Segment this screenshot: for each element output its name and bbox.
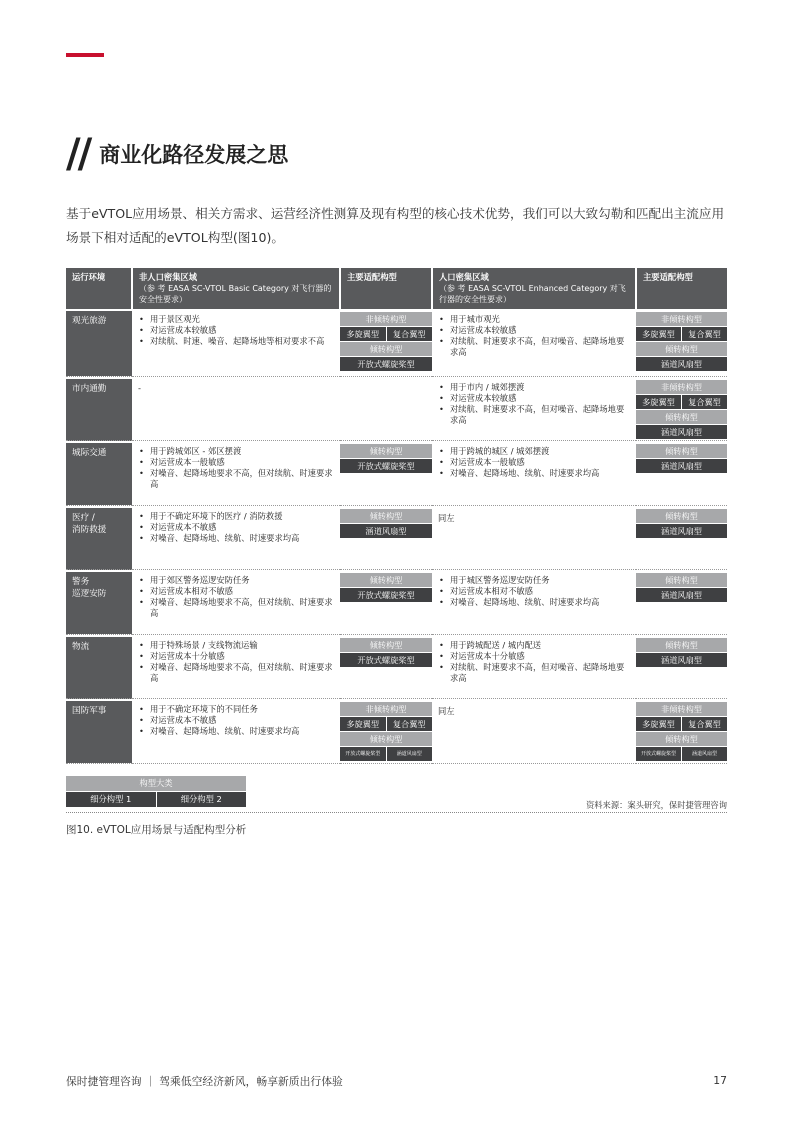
sparse-desc-cell	[132, 379, 340, 441]
config-sub: 涵道风扇型	[682, 747, 727, 761]
config-category: 倾转构型	[636, 573, 727, 587]
config-category: 非倾转构型	[340, 312, 432, 326]
config-cell-1	[340, 379, 432, 441]
config-stack	[340, 311, 432, 371]
legend-category: 构型大类	[66, 776, 246, 791]
bullet-item: • 对运营成本一般敏感	[150, 457, 336, 468]
source-note: 资料来源：案头研究，保时捷管理咨询	[585, 800, 727, 810]
sparse-dash: -	[138, 382, 141, 393]
bullet-item: • 用于城市观光	[450, 314, 632, 325]
env-label: 市内通勤	[72, 383, 107, 394]
config-stack	[340, 572, 432, 602]
config-stack	[636, 572, 727, 602]
dense-desc-cell	[432, 701, 636, 763]
config-stack	[636, 508, 727, 538]
config-cell-2	[636, 701, 727, 763]
bullet-item: • 用于跨城配送 / 城内配送	[450, 640, 632, 651]
config-category: 倾转构型	[636, 509, 727, 523]
bullet-item: • 对续航、时速要求不高，但对噪音、起降场地要求高	[450, 404, 632, 426]
page-number: 17	[713, 1074, 727, 1087]
bullet-list	[432, 572, 636, 608]
config-stack	[636, 443, 727, 473]
bullet-item: • 对噪音、起降场地要求不高，但对续航、时速要求高	[150, 468, 336, 490]
config-category: 倾转构型	[340, 342, 432, 356]
accent-bar	[66, 53, 104, 57]
config-stack	[340, 508, 432, 538]
config-category: 倾转构型	[636, 444, 727, 458]
sparse-desc-cell	[132, 311, 340, 376]
bullet-list	[132, 508, 340, 544]
env-label: 物流	[72, 641, 90, 652]
header-config-1: 主要适配构型	[340, 268, 432, 309]
config-stack	[340, 637, 432, 667]
bullet-list	[132, 311, 340, 347]
config-sub: 开放式螺旋桨型	[340, 747, 386, 761]
bullet-item: • 对运营成本较敏感	[450, 325, 632, 336]
config-sub: 开放式螺旋桨型	[636, 747, 681, 761]
config-sub: 多旋翼型	[340, 717, 386, 731]
config-sub-row	[636, 717, 727, 731]
config-category: 倾转构型	[340, 638, 432, 652]
bullet-item: • 对噪音、起降场地、续航、时速要求均高	[150, 533, 336, 544]
config-category: 倾转构型	[340, 573, 432, 587]
config-category: 倾转构型	[636, 638, 727, 652]
bullet-list	[132, 572, 340, 619]
config-sub: 复合翼型	[387, 717, 433, 731]
config-category: 倾转构型	[340, 509, 432, 523]
config-stack	[340, 701, 432, 761]
bullet-list	[432, 443, 636, 479]
config-stack	[636, 311, 727, 371]
env-cell	[66, 311, 132, 376]
dense-desc-cell	[432, 443, 636, 505]
config-stack	[340, 443, 432, 473]
env-cell	[66, 637, 132, 699]
config-sub: 涵道风扇型	[636, 459, 727, 473]
env-cell	[66, 508, 132, 570]
config-sub-row	[340, 717, 432, 731]
bullet-item: • 对噪音、起降场地、续航、时速要求均高	[150, 726, 336, 737]
env-label: 观光旅游	[72, 316, 107, 326]
table-row	[66, 379, 727, 441]
config-sub: 多旋翼型	[636, 717, 681, 731]
config-sub: 涵道风扇型	[636, 588, 727, 602]
header-sparse-sub: （参 考 EASA SC-VTOL Basic Category 对飞行器的安全性要求）	[139, 284, 332, 304]
bullet-item: • 对续航、时速要求不高，但对噪音、起降场地要求高	[450, 662, 632, 684]
config-sub-row	[636, 747, 727, 761]
config-sub: 复合翼型	[682, 327, 727, 341]
table-header-row	[66, 268, 727, 309]
dense-same: 同左	[438, 706, 455, 716]
header-config-2: 主要适配构型	[636, 268, 727, 309]
header-dense-sub: （参 考 EASA SC-VTOL Enhanced Category 对飞行器的安全性要求）	[439, 284, 626, 304]
config-category: 非倾转构型	[636, 702, 727, 716]
sparse-desc-cell	[132, 443, 340, 505]
config-category: 非倾转构型	[636, 380, 727, 394]
bullet-item: • 对运营成本不敏感	[150, 715, 336, 726]
bullet-item: • 用于景区观光	[150, 314, 336, 325]
bullet-list	[432, 311, 636, 358]
header-dense-title: 人口密集区域	[439, 272, 489, 282]
table-row	[66, 701, 727, 763]
config-sub: 复合翼型	[387, 327, 433, 341]
bullet-list	[132, 443, 340, 490]
bullet-item: • 用于城区警务巡逻安防任务	[450, 575, 632, 586]
sparse-desc-cell	[132, 637, 340, 699]
config-sub: 涵道风扇型	[340, 524, 432, 538]
legend-sub-2: 细分构型 2	[157, 792, 247, 807]
env-cell	[66, 572, 132, 634]
config-sub-row	[340, 327, 432, 341]
config-sub: 开放式螺旋桨型	[340, 653, 432, 667]
config-sub: 涵道风扇型	[636, 524, 727, 538]
header-sparse	[132, 268, 340, 309]
bullet-item: • 用于特殊场景 / 支线物流运输	[150, 640, 336, 651]
config-cell-1	[340, 508, 432, 570]
config-stack	[636, 701, 727, 761]
bullet-list	[432, 379, 636, 426]
bullet-list	[432, 637, 636, 684]
config-sub: 开放式螺旋桨型	[340, 588, 432, 602]
bullet-item: • 对运营成本相对不敏感	[450, 586, 632, 597]
env-label: 医疗 / 消防救援	[72, 512, 107, 535]
config-sub: 涵道风扇型	[636, 357, 727, 371]
table-row	[66, 637, 727, 699]
config-sub: 多旋翼型	[340, 327, 386, 341]
intro-paragraph: 基于eVTOL应用场景、相关方需求、运营经济性测算及现有构型的核心技术优势，我们可以大致勾勒和匹配出主流应用场景下相对适配的eVTOL构型(图10)。	[66, 206, 725, 245]
config-category: 非倾转构型	[636, 312, 727, 326]
slash-mark: //	[66, 131, 90, 177]
config-sub: 复合翼型	[682, 395, 727, 409]
section-title: 商业化路径发展之思	[99, 143, 289, 167]
table-row	[66, 311, 727, 376]
config-sub: 复合翼型	[682, 717, 727, 731]
figure-caption: 图10. eVTOL应用场景与适配构型分析	[66, 824, 247, 836]
config-category: 非倾转构型	[340, 702, 432, 716]
config-sub: 开放式螺旋桨型	[340, 357, 432, 371]
bullet-list	[132, 701, 340, 737]
bullet-item: • 对噪音、起降场地要求不高，但对续航、时速要求高	[150, 662, 336, 684]
dense-desc-cell	[432, 572, 636, 634]
sparse-desc-cell	[132, 701, 340, 763]
table-body	[66, 268, 727, 763]
table-row	[66, 443, 727, 505]
config-category: 倾转构型	[636, 732, 727, 746]
bullet-list	[132, 637, 340, 684]
bullet-item: • 对噪音、起降场地、续航、时速要求均高	[450, 468, 632, 479]
bullet-item: • 对噪音、起降场地、续航、时速要求均高	[450, 597, 632, 608]
config-cell-1	[340, 311, 432, 376]
bullet-item: • 用于不确定环境下的不同任务	[150, 704, 336, 715]
config-cell-1	[340, 701, 432, 763]
env-cell	[66, 379, 132, 441]
config-sub: 多旋翼型	[636, 395, 681, 409]
section-heading	[66, 132, 288, 176]
table-row	[66, 572, 727, 634]
config-sub: 开放式螺旋桨型	[340, 459, 432, 473]
config-cell-2	[636, 379, 727, 441]
header-dense	[432, 268, 636, 309]
config-category: 倾转构型	[340, 444, 432, 458]
header-sparse-title: 非人口密集区域	[139, 272, 198, 282]
bullet-item: • 用于跨城的城区 / 城郊摆渡	[450, 446, 632, 457]
config-cell-1	[340, 637, 432, 699]
bullet-item: • 对噪音、起降场地要求不高，但对续航、时速要求高	[150, 597, 336, 619]
config-sub: 涵道风扇型	[636, 653, 727, 667]
bullet-item: • 对运营成本一般敏感	[450, 457, 632, 468]
scenario-config-table	[66, 268, 727, 764]
config-cell-2	[636, 637, 727, 699]
env-label: 警务 巡逻安防	[72, 577, 107, 599]
bullet-item: • 用于不确定环境下的医疗 / 消防救援	[150, 511, 336, 522]
config-cell-2	[636, 443, 727, 505]
config-category: 倾转构型	[636, 410, 727, 424]
bullet-item: • 用于市内 / 城郊摆渡	[450, 382, 632, 393]
config-category: 倾转构型	[636, 342, 727, 356]
config-cell-1	[340, 572, 432, 634]
header-env: 运行环境	[66, 268, 132, 309]
dense-desc-cell	[432, 379, 636, 441]
config-sub-row	[340, 747, 432, 761]
config-stack	[636, 379, 727, 439]
footer-text: 保时捷管理咨询 ｜ 驾乘低空经济新风，畅享新质出行体验	[66, 1075, 343, 1088]
bullet-item: • 对续航、时速要求不高，但对噪音、起降场地要求高	[450, 336, 632, 358]
bullet-item: • 用于郊区警务巡逻安防任务	[150, 575, 336, 586]
config-cell-2	[636, 572, 727, 634]
env-label: 城际交通	[72, 448, 107, 458]
sparse-desc-cell	[132, 572, 340, 634]
env-label: 国防军事	[72, 706, 107, 716]
bullet-item: • 用于跨城郊区 - 郊区摆渡	[150, 446, 336, 457]
bullet-item: • 对运营成本较敏感	[150, 325, 336, 336]
config-stack	[340, 379, 432, 380]
config-sub: 涵道风扇型	[636, 425, 727, 439]
legend-sub-1: 细分构型 1	[66, 792, 156, 807]
config-category: 倾转构型	[340, 732, 432, 746]
dense-same: 同左	[438, 512, 455, 523]
dense-desc-cell	[432, 311, 636, 376]
config-stack	[636, 637, 727, 667]
bullet-item: • 对运营成本相对不敏感	[150, 586, 336, 597]
legend	[66, 776, 246, 807]
config-cell-2	[636, 311, 727, 376]
config-sub-row	[636, 327, 727, 341]
bullet-item: • 对运营成本不敏感	[150, 522, 336, 533]
config-sub: 多旋翼型	[636, 327, 681, 341]
bullet-item: • 对运营成本十分敏感	[450, 651, 632, 662]
divider	[66, 812, 727, 813]
dense-desc-cell	[432, 637, 636, 699]
bullet-item: • 对运营成本十分敏感	[150, 651, 336, 662]
config-sub-row	[636, 395, 727, 409]
config-sub: 涵道风扇型	[387, 747, 433, 761]
env-cell	[66, 443, 132, 505]
dense-desc-cell	[432, 508, 636, 570]
bullet-item: • 对续航、时速、噪音、起降场地等相对要求不高	[150, 336, 336, 347]
config-cell-2	[636, 508, 727, 570]
table-row	[66, 508, 727, 570]
bullet-item: • 对运营成本较敏感	[450, 393, 632, 404]
config-cell-1	[340, 443, 432, 505]
env-cell	[66, 701, 132, 763]
sparse-desc-cell	[132, 508, 340, 570]
